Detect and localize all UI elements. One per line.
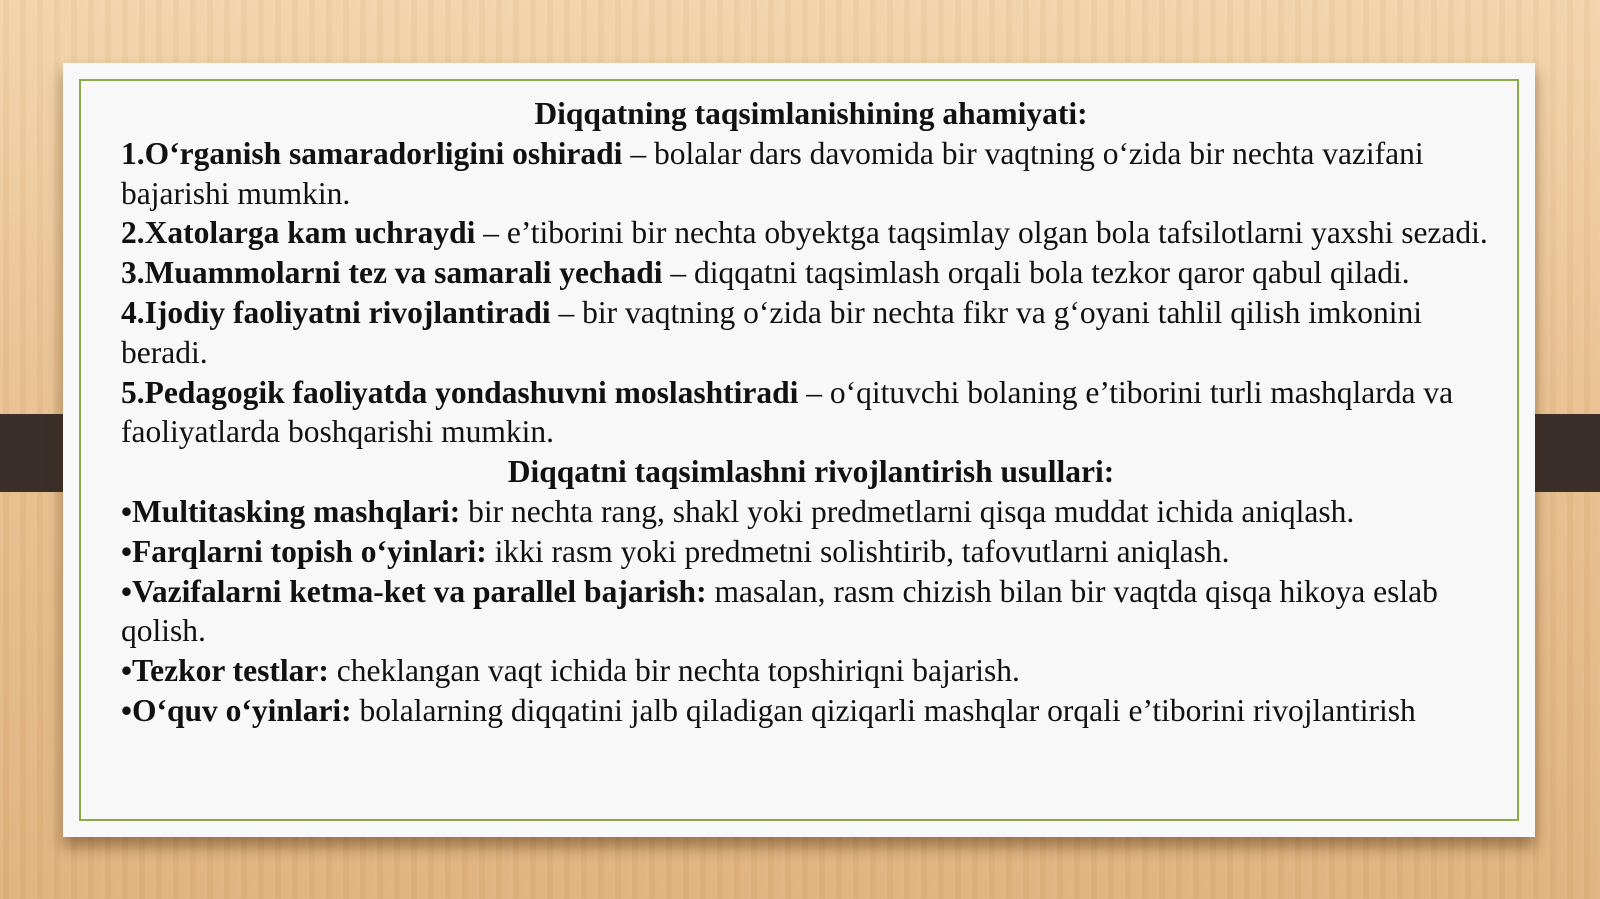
importance-item: [121, 293, 1501, 373]
importance-item-text: – o‘qituvchi bolaning e’tiborini turli mashqlarda va faoliyatlarda boshqarishi mumkin.: [121, 374, 1454, 450]
method-item-text: ikki rasm yoki predmetni solishtirib, tafovutlarni aniqlash.: [486, 533, 1230, 569]
method-item: [121, 492, 1501, 532]
importance-item-title: 2.Xatolarga kam uchraydi: [121, 215, 476, 251]
method-item: [121, 691, 1501, 731]
importance-item-text: – bolalar dars davomida bir vaqtning o‘zida bir nechta vazifani bajarishi mumkin.: [121, 135, 1424, 211]
importance-item-title: 3.Muammolarni tez va samarali yechadi: [121, 255, 663, 291]
importance-item-title: 1.O‘rganish samaradorligini oshiradi: [121, 135, 623, 171]
importance-item: [121, 213, 1501, 253]
method-item: [121, 651, 1501, 691]
importance-item: [121, 253, 1501, 293]
importance-item-title: 5.Pedagogik faoliyatda yondashuvni moslashtiradi: [121, 374, 799, 410]
method-item-title: •Tezkor testlar:: [121, 653, 329, 689]
importance-item: [121, 134, 1501, 214]
importance-heading: Diqqatning taqsimlanishining ahamiyati:: [534, 96, 1088, 131]
method-item: [121, 572, 1501, 652]
method-item-title: •O‘quv o‘yinlari:: [121, 692, 352, 728]
slide-content: [121, 94, 1501, 731]
importance-item: [121, 373, 1501, 453]
importance-item-text: – bir vaqtning o‘zida bir nechta fikr va g‘oyani tahlil qilish imkonini beradi.: [121, 294, 1422, 370]
method-item-text: bir nechta rang, shakl yoki predmetlarni qisqa muddat ichida aniqlash.: [460, 493, 1355, 529]
method-item-text: bolalarning diqqatini jalb qiladigan qiziqarli mashqlar orqali e’tiborini rivojlantirish: [351, 692, 1416, 728]
methods-heading: Diqqatni taqsimlashni rivojlantirish usullari:: [507, 454, 1115, 490]
method-item: [121, 532, 1501, 572]
method-item-text: masalan, rasm chizish bilan bir vaqtda qisqa hikoya eslab qolish.: [121, 573, 1438, 649]
method-item-title: •Multitasking mashqlari:: [121, 493, 461, 529]
importance-item-text: – diqqatni taqsimlash orqali bola tezkor qaror qabul qiladi.: [662, 255, 1410, 291]
method-item-title: •Farqlarni topish o‘yinlari:: [121, 533, 487, 569]
importance-item-title: 4.Ijodiy faoliyatni rivojlantiradi: [121, 294, 551, 330]
method-item-text: cheklangan vaqt ichida bir nechta topshiriqni bajarish.: [328, 653, 1020, 689]
importance-item-text: – e’tiborini bir nechta obyektga taqsimlay olgan bola tafsilotlarni yaxshi sezadi.: [475, 215, 1488, 251]
method-item-title: •Vazifalarni ketma-ket va parallel bajarish:: [121, 573, 707, 609]
slide-card: [63, 63, 1535, 837]
